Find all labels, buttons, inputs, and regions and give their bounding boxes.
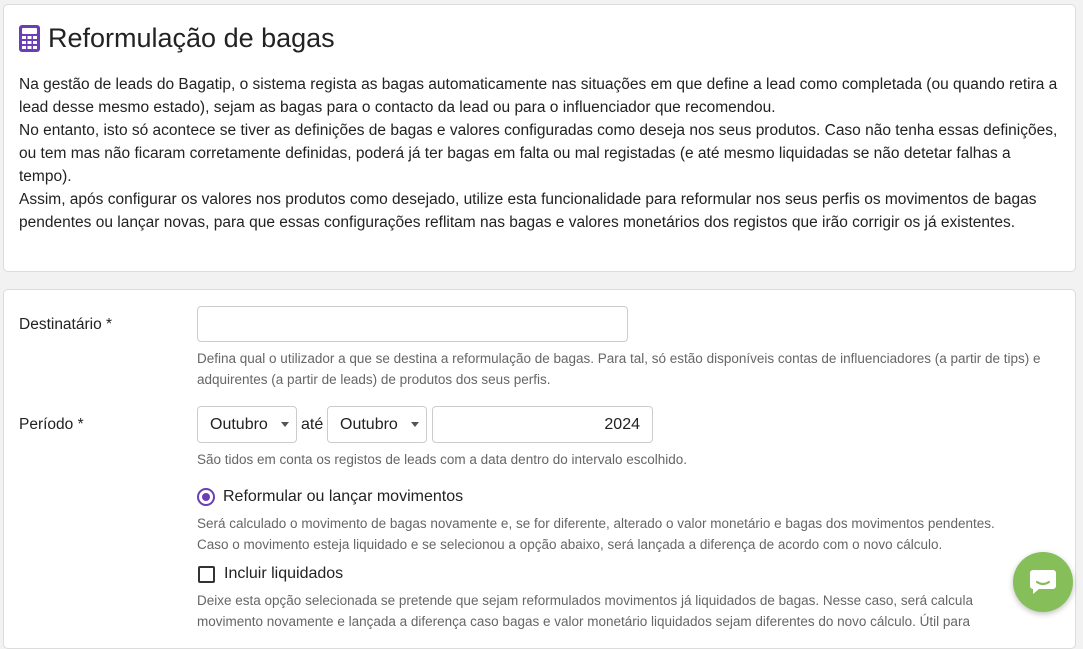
chevron-down-icon <box>411 422 419 427</box>
form-card <box>3 289 1076 649</box>
chat-button[interactable] <box>1013 552 1073 612</box>
calculator-icon <box>19 25 40 52</box>
reformular-radio[interactable] <box>197 488 215 506</box>
periodo-separator: até <box>301 416 324 433</box>
intro-paragraph-2: No entanto, isto só acontece se tiver as definições de bagas e valores configuradas como deseja nos seus produtos. Caso não tenha essas definições, ou tem mas não ficaram corretamente definidas, poderá já ter bagas em falta ou mal registadas (e até mesmo liquidadas se não detetar falhas a tempo). <box>19 122 1058 185</box>
liquidados-help-1: Deixe esta opção selecionada se pretende que sejam reformulados movimentos já liquidados de bagas. Nesse caso, será calcula <box>197 593 973 608</box>
to-month-select[interactable] <box>327 406 427 443</box>
liquidados-help-2: movimento novamente e lançada a diferença caso bagas e valor monetário liquidados sejam diferentes do novo cálculo. Útil para <box>197 614 970 629</box>
destinatario-input[interactable] <box>197 306 628 342</box>
destinatario-help: Defina qual o utilizador a que se destina a reformulação de bagas. Para tal, só estão disponíveis contas de influenciadores (a partir de tips) e adquirentes (a partir de leads) de produtos dos seus perfis. <box>197 351 1041 387</box>
chat-bubble-icon <box>1028 568 1058 596</box>
title-row <box>19 23 335 54</box>
radio-selected-dot <box>202 493 210 501</box>
incluir-liquidados-label[interactable]: Incluir liquidados <box>224 565 344 582</box>
to-month-value: Outubro <box>340 415 398 433</box>
from-month-select[interactable] <box>197 406 297 443</box>
destinatario-label: Destinatário * <box>19 316 113 333</box>
intro-text <box>19 73 1059 234</box>
periodo-label: Período * <box>19 416 84 433</box>
reformular-help-1: Será calculado o movimento de bagas novamente e, se for diferente, alterado o valor monetário e bagas dos movimentos pendentes. <box>197 516 995 531</box>
intro-paragraph-1: Na gestão de leads do Bagatip, o sistema regista as bagas automaticamente nas situações em que define a lead como completada (ou quando retira a lead desse mesmo estado), sejam as bagas para o contacto da lead ou para o influenciador que recomendou. <box>19 76 1058 116</box>
page-title: Reformulação de bagas <box>48 23 335 53</box>
intro-paragraph-3: Assim, após configurar os valores nos produtos como desejado, utilize esta funcionalidade para reformular nos seus perfis os movimentos de bagas pendentes ou lançar novas, para que essas configurações reflitam nas bagas e valores monetários dos registos que irão corrigir os já existentes. <box>19 191 1037 231</box>
reformular-help-2: Caso o movimento esteja liquidado e se selecionou a opção abaixo, será lançada a diferença de acordo com o novo cálculo. <box>197 537 943 552</box>
year-input[interactable]: 2024 <box>432 406 653 443</box>
reformular-label[interactable]: Reformular ou lançar movimentos <box>223 488 464 505</box>
chevron-down-icon <box>281 422 289 427</box>
periodo-help: São tidos em conta os registos de leads com a data dentro do intervalo escolhido. <box>197 452 688 467</box>
incluir-liquidados-checkbox[interactable] <box>198 566 215 583</box>
intro-card <box>3 4 1076 272</box>
from-month-value: Outubro <box>210 415 268 433</box>
